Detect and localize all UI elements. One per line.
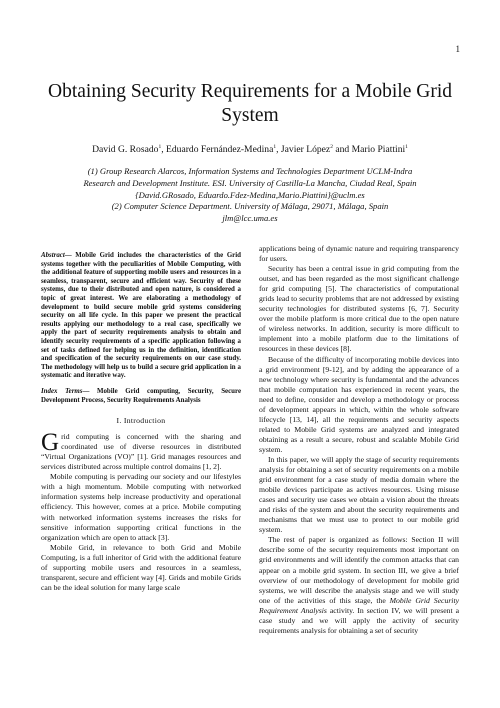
left-column: [41, 252, 241, 593]
affiliations: [40, 166, 460, 225]
emphasized-activity-name: Mobile Grid Security Requirement Analysis: [259, 595, 459, 615]
abstract-text: Mobile Grid includes the characteristics of the Grid systems together with the peculiarities of Mobile Computing, with the additional feature of supporting mobile users and resources in a seamless, transparent, secure and efficient way. Security of these systems, due to their distributed and open nature, is considered a topic of great interest. We are elaborating a methodology of development to build secure mobile grid systems considering security on all life cycle. In this paper we present the practical results applying our methodology to a real case, specifically we apply the part of security requirements analysis to obtain and identify security requirements of a specific application following a set of tasks defined for helping us in the definition, identification and specification of the security requirements on our case study. The methodology will help us to build a secure grid application in a systematic and iterative way.: [41, 252, 241, 380]
drop-cap: G: [41, 429, 60, 457]
intro-paragraph: Grid computing is concerned with the sharing and coordinated use of diverse resources in distributed “Virtual Organizations (VO)” [1]. Grid manages resources and services distributed across multiple control domains [1, 2].: [41, 429, 241, 472]
index-terms-lead: Index Terms: [41, 387, 83, 395]
author-affil-mark: 1: [405, 144, 408, 150]
abstract: Abstract— Mobile Grid includes the characteristics of the Grid systems together with the peculiarities of Mobile Computing, with the additional feature of supporting mobile users and resources in a seamless, transparent, secure and efficient way. Security of these systems, due to their distributed and open nature, is considered a topic of great interest. We are elaborating a methodology of development to build secure mobile grid systems considering security on all life cycle. In this paper we present the practical results applying our methodology to a real case, specifically we apply the part of security requirements analysis to obtain and identify security requirements of a specific application following a set of tasks defined for helping us in the definition, identification and specification of the security requirements on our case study. The methodology will help us to build a secure grid application in a systematic and iterative way.: [41, 252, 241, 380]
author-list: David G. Rosado$^1$, Eduardo Fernández-Medina$^1$, Javier López$^2$ and Mario Piattini$^1$: [92, 144, 408, 155]
author-name: David G. Rosado: [92, 144, 159, 155]
intro-paragraph: Mobile computing is pervading our society and our lifestyles with a high momentum. Mobile computing with networked information systems help increase productivity and operational efficiency. This however, comes at a price. Mobile computing with networked information systems increases the risks for sensitive information supporting critical functions in the organization which are open to attack [3].: [41, 472, 241, 542]
author-affil-mark: 1: [273, 144, 277, 150]
author-name: Eduardo Fernández-Medina: [166, 144, 274, 155]
affiliation-emails: {David.GRosado, Eduardo.Fdez-Medina,Mario.Piattini}@uclm.es: [135, 189, 365, 200]
index-terms-text: Mobile Grid computing, Security, Secure Development Process, Security Requirements Analysis: [41, 387, 242, 404]
author-name: Javier López: [280, 144, 331, 155]
author-affil-mark: 2: [330, 144, 333, 150]
index-terms: Index Terms— Mobile Grid computing, Security, Secure Development Process, Security Requirements Analysis: [41, 387, 242, 404]
body-paragraph: The rest of paper is organized as follows: Section II will describe some of the security requirements most important on grid environments and will identify the common attacks that can appear on a mobile grid system. In section III, we give a brief overview of our methodology of development for mobile grid systems, we will describe the analysis stage and we will study one of the activities of this stage, the Mobile Grid Security Requirement Analysis activity. In section IV, we will present a case study and we will apply the activity of security requirements analysis for obtaining a set of security: [259, 535, 459, 635]
section-heading-introduction: I. Introduction: [116, 416, 166, 426]
paper-title: Obtaining Security Requirements for a Mobile Grid System: [48, 81, 452, 126]
author-name: Mario Piattini: [351, 144, 406, 155]
abstract-lead: Abstract: [41, 252, 65, 259]
affiliation-line: Research and Development Institute. ESI. University of Castilla-La Mancha, Ciudad Real, Spain: [83, 177, 417, 188]
affiliation-line: (2) Computer Science Department. University of Málaga, 29071, Málaga, Spain: [111, 201, 389, 212]
page-number: 1: [455, 44, 460, 54]
affiliation-emails: jlm@lcc.uma.es: [222, 213, 278, 224]
intro-paragraph: Mobile Grid, in relevance to both Grid and Mobile Computing, is a full inheritor of Grid with the additional feature of supporting mobile users and resources in a seamless, transparent, secure and efficient way [4]. Grids and mobile Grids can be the ideal solution for many large scale: [41, 542, 241, 592]
affiliation-line: (1) Group Research Alarcos, Information Systems and Technologies Department UCLM-Indra: [87, 166, 413, 176]
right-column: [259, 244, 459, 636]
body-paragraph: applications being of dynamic nature and requiring transparency for users.: [259, 244, 459, 264]
body-paragraph: Because of the difficulty of incorporating mobile devices into a grid environment [9-12], and by adding the appearance of a new technology where security is fundamental and the advances that mobile computation has experienced in recent years, the need to define, consider and develop a methodology or process of development appears in which, within the whole software lifecycle [13, 14], all the requirements and security aspects related to Mobile Grid systems are analyzed and integrated obtaining as a result a secure, robust and scalable Mobile Grid system.: [259, 354, 459, 454]
author-affil-mark: 1: [158, 144, 162, 150]
body-paragraph: Security has been a central issue in grid computing from the outset, and has been regarded as the most significant challenge for grid computing [5]. The characteristics of computational grids lead to security problems that are not addressed by existing security technologies for distributed systems [6, 7]. Security over the mobile platform is more critical due to the open nature of wireless networks. In addition, security is more difficult to implement into a mobile platform due to the limitations of resources in these devices [8].: [259, 264, 459, 354]
body-paragraph: In this paper, we will apply the stage of security requirements analysis for obtaining a set of security requirements on a mobile grid environment for a case study of media domain where the mobile devices participate as actives resources. Using misuse cases and security use cases we obtain a vision about the threats and risks of the system and about the security requirements and mechanisms that we must use to protect to our mobile grid system.: [259, 454, 459, 535]
